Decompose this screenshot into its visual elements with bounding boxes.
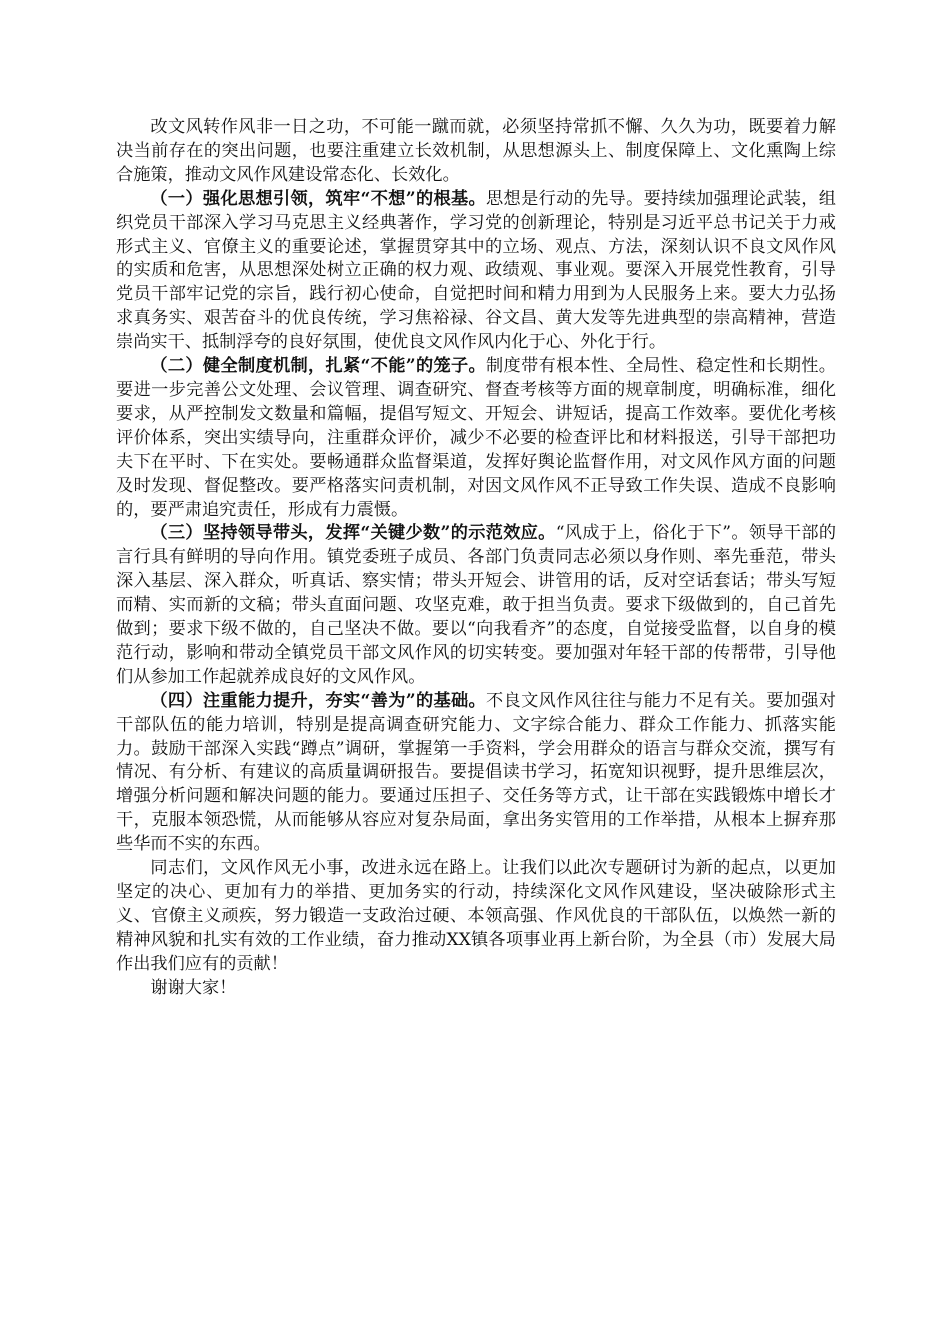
section-3-paragraph [116, 522, 836, 689]
section-1-paragraph [116, 188, 836, 355]
section-2-heading: （二）健全制度机制，扎紧“不能”的笼子。 [150, 356, 487, 377]
section-1-heading: （一）强化思想引领，筑牢“不想”的根基。 [150, 188, 487, 209]
section-2-body: 制度带有根本性、全局性、稳定性和长期性。要进一步完善公文处理、会议管理、调查研究、督查考核等方面的规章制度，明确标准，细化要求，从严控制发文数量和篇幅，提倡写短文、开短会、讲短话，提高工作效率。要优化考核评价体系，突出实绩导向，注重群众评价，减少不必要的检查评比和材料报送，引导干部把功夫下在平时、下在实处。要畅通群众监督渠道，发挥好舆论监督作用，对文风作风方面的问题及时发现、督促整改。要严格落实问责机制，对因文风作风不正导致工作失误、造成不良影响的，要严肃追究责任，形成有力震慑。 [116, 356, 836, 520]
section-3-heading: （三）坚持领导带头，发挥“关键少数”的示范效应。 [150, 523, 556, 544]
document-body [116, 116, 836, 1001]
section-2-paragraph [116, 355, 836, 522]
intro-paragraph: 改文风转作风非一日之功，不可能一蹴而就，必须坚持常抓不懈、久久为功，既要着力解决当前存在的突出问题，也要注重建立长效机制，从思想源头上、制度保障上、文化熏陶上综合施策，推动文风作风建设常态化、长效化。 [116, 117, 836, 185]
section-1-body: 思想是行动的先导。要持续加强理论武装，组织党员干部深入学习马克思主义经典著作，学习党的创新理论，特别是习近平总书记关于力戒形式主义、官僚主义的重要论述，掌握贯穿其中的立场、观点、方法，深刻认识不良文风作风的实质和危害，从思想深处树立正确的权力观、政绩观、事业观。要深入开展党性教育，引导党员干部牢记党的宗旨，践行初心使命，自觉把时间和精力用到为人民服务上来。要大力弘扬求真务实、艰苦奋斗的优良传统，学习焦裕禄、谷文昌、黄大发等先进典型的崇高精神，营造崇尚实干、抵制浮夸的良好氛围，使优良文风作风内化于心、外化于行。 [116, 188, 836, 353]
section-3-body: “风成于上，俗化于下”。领导干部的言行具有鲜明的导向作用。镇党委班子成员、各部门负责同志必须以身作则、率先垂范，带头深入基层、深入群众，听真话、察实情；带头开短会、讲管用的话，反对空话套话；带头写短而精、实而新的文稿；带头直面问题、攻坚克难，敢于担当负责。要求下级做到的，自己首先做到；要求下级不做的，自己坚决不做。要以“向我看齐”的态度，自觉接受监督，以自身的模范行动，影响和带动全镇党员干部文风作风的切实转变。要加强对年轻干部的传帮带，引导他们从参加工作起就养成良好的文风作风。 [116, 523, 837, 687]
section-4-paragraph [116, 690, 836, 857]
thanks-line: 谢谢大家！ [150, 977, 237, 998]
closing-paragraph: 同志们，文风作风无小事，改进永远在路上。让我们以此次专题研讨为新的起点，以更加坚定的决心、更加有力的举措、更加务实的行动，持续深化文风作风建设，坚决破除形式主义、官僚主义顽疾，努力锻造一支政治过硬、本领高强、作风优良的干部队伍，以焕然一新的精神风貌和扎实有效的工作业绩，奋力推动XX镇各项事业再上新台阶，为全县（市）发展大局作出我们应有的贡献！ [116, 858, 836, 974]
section-4-body: 不良文风作风往往与能力不足有关。要加强对干部队伍的能力培训，特别是提高调查研究能力、文字综合能力、群众工作能力、抓落实能力。鼓励干部深入实践“蹲点”调研，掌握第一手资料，学会用群众的语言与群众交流，撰写有情况、有分析、有建议的高质量调研报告。要提倡读书学习，拓宽知识视野，提升思维层次，增强分析问题和解决问题的能力。要通过压担子、交任务等方式，让干部在实践锻炼中增长才干，克服本领恐慌，从而能够从容应对复杂局面，拿出务实管用的工作举措，从根本上摒弃那些华而不实的东西。 [116, 690, 836, 855]
section-4-heading: （四）注重能力提升，夯实“善为”的基础。 [150, 690, 487, 711]
